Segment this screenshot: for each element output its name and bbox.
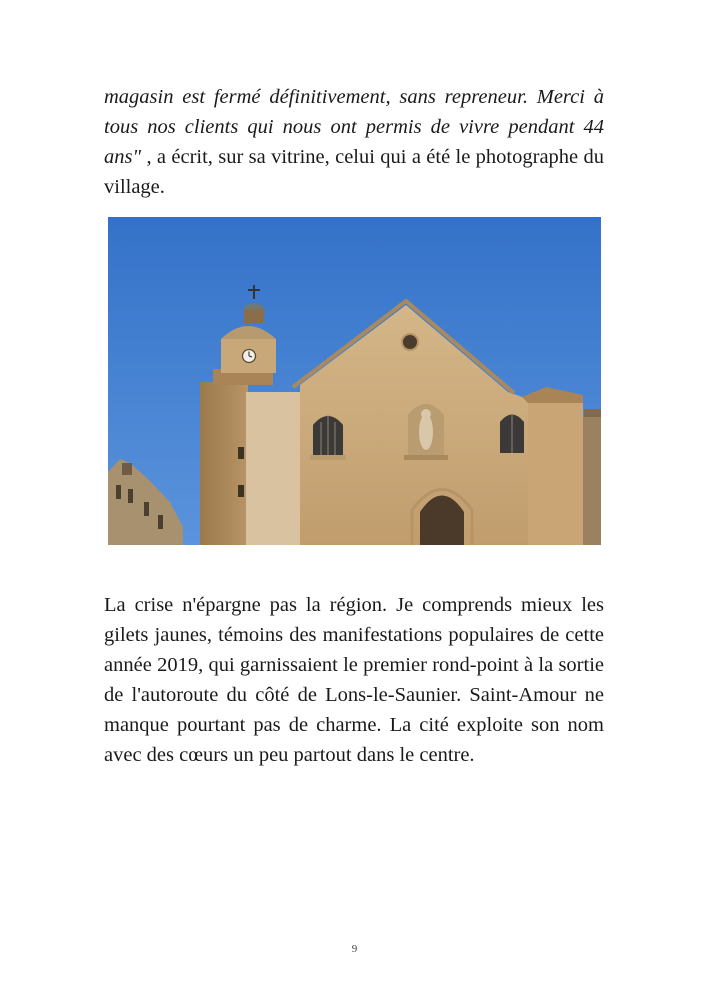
quote-attribution-text: , a écrit, sur sa vitrine, celui qui a été le photographe du village. [104, 146, 604, 198]
quote-italic-text: magasin est fermé définitivement, sans repreneur. Merci à tous nos clients qui nous ont permis de vivre pendant 44 ans" [104, 86, 604, 168]
page-number: 9 [351, 943, 358, 955]
church-photo [108, 217, 601, 545]
paragraph-crisis: La crise n'épargne pas la région. Je comprends mieux les gilets jaunes, témoins des manifestations populaires de cette année 2019, qui garnissaient le premier rond-point à la sortie de l'autoroute du côté de Lons-le-Saunier. Saint-Amour ne manque pourtant pas de charme. La cité exploite son nom avec des cœurs un peu partout dans le centre. [104, 594, 604, 766]
paragraph-quote [104, 82, 604, 202]
bell-tower [200, 382, 248, 545]
